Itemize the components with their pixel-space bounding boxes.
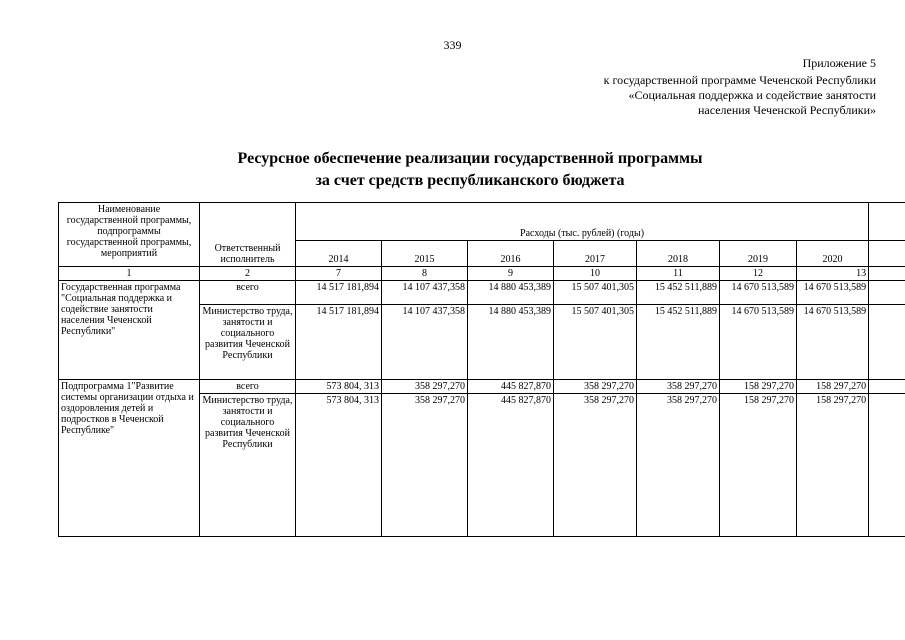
value-cell: 14 670 513,589 [797,305,869,380]
value-cell: 158 297,270 [797,394,869,537]
value-cell: 15 507 401,305 [554,305,637,380]
appendix-title: Приложение 5 [802,56,876,70]
header-year: 2015 [382,241,468,267]
value-cell: 358 297,270 [637,380,720,394]
document-title [0,148,905,192]
extra-cell [869,305,905,380]
header-year: 2014 [296,241,382,267]
value-cell: 445 827,870 [468,380,554,394]
value-cell: 15 452 511,889 [637,281,720,305]
extra-cell [869,394,905,537]
resource-table [58,202,905,537]
value-cell: 14 670 513,589 [720,281,797,305]
appendix-ref-line: к государственной программе Чеченской Республики [603,73,876,87]
executor-cell: всего [200,281,296,305]
value-cell: 14 107 437,358 [382,281,468,305]
value-cell: 158 297,270 [720,380,797,394]
value-cell: 358 297,270 [637,394,720,537]
column-number: 1 [59,267,200,281]
column-number: 11 [637,267,720,281]
appendix-ref-line: населения Чеченской Республики» [697,103,876,117]
value-cell: 14 107 437,358 [382,305,468,380]
column-number: 7 [296,267,382,281]
header-extra-cell [869,241,905,267]
extra-cell [869,267,905,281]
column-number: 13 [797,267,869,281]
value-cell: 14 670 513,589 [797,281,869,305]
header-year: 2016 [468,241,554,267]
value-cell: 14 517 181,894 [296,305,382,380]
header-year: 2020 [797,241,869,267]
header-year: 2018 [637,241,720,267]
subprogram-name: Подпрограмма 1"Развитие системы организации отдыха и оздоровления детей и подростков в Чеченской Республике" [59,380,200,537]
header-year: 2019 [720,241,797,267]
page-number: 339 [443,38,462,52]
value-cell: 358 297,270 [382,380,468,394]
value-cell: 445 827,870 [468,394,554,537]
header-name: Наименование государственной программы, подпрограммы государственной программы, мероприятий [59,203,200,267]
column-number: 2 [200,267,296,281]
column-number: 8 [382,267,468,281]
value-cell: 573 804, 313 [296,394,382,537]
executor-cell: Министерство труда, занятости и социального развития Чеченской Республики [200,394,296,537]
program-name: Государственная программа "Социальная поддержка и содействие занятости населения Чеченской Республики" [59,281,200,380]
value-cell: 358 297,270 [554,394,637,537]
value-cell: 358 297,270 [554,380,637,394]
value-cell: 15 507 401,305 [554,281,637,305]
column-number: 9 [468,267,554,281]
value-cell: 14 880 453,389 [468,305,554,380]
column-number: 10 [554,267,637,281]
column-number: 12 [720,267,797,281]
value-cell: 15 452 511,889 [637,305,720,380]
header-expenses: Расходы (тыс. рублей) (годы) [296,203,869,241]
value-cell: 158 297,270 [720,394,797,537]
header-executor: Ответственный исполнитель [200,203,296,267]
executor-cell: Министерство труда, занятости и социального развития Чеченской Республики [200,305,296,380]
value-cell: 158 297,270 [797,380,869,394]
appendix-reference [516,73,876,118]
header-year: 2017 [554,241,637,267]
title-line: за счет средств республиканского бюджета [315,172,625,189]
value-cell: 358 297,270 [382,394,468,537]
appendix-ref-line: «Социальная поддержка и содействие занятости [628,88,876,102]
title-line: Ресурсное обеспечение реализации государственной программы [237,150,703,167]
extra-cell [869,281,905,305]
value-cell: 14 670 513,589 [720,305,797,380]
value-cell: 573 804, 313 [296,380,382,394]
value-cell: 14 880 453,389 [468,281,554,305]
value-cell: 14 517 181,894 [296,281,382,305]
header-extra-cell [869,203,905,241]
extra-cell [869,380,905,394]
executor-cell: всего [200,380,296,394]
